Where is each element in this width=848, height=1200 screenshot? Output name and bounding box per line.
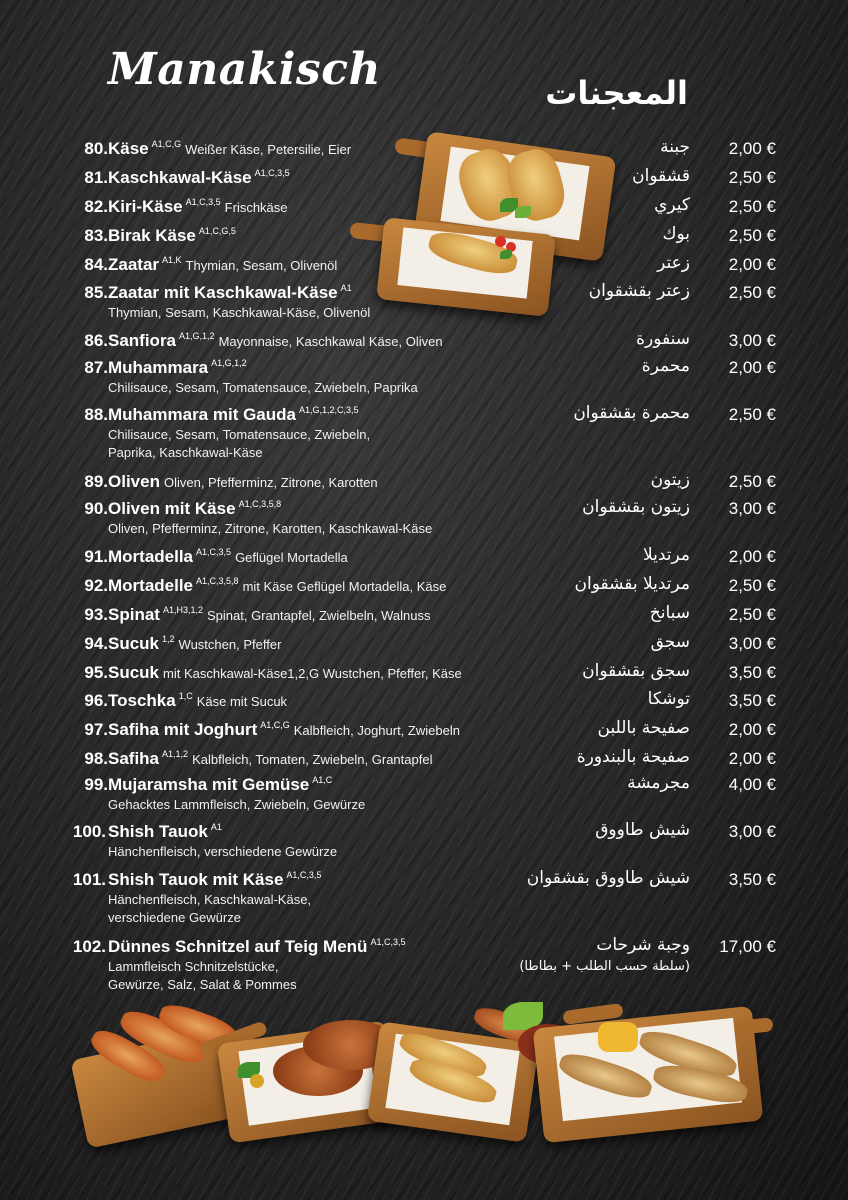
allergen-codes: A1,C,G,5 xyxy=(198,226,236,236)
allergen-codes: A1 xyxy=(210,822,222,832)
item-number: 90. xyxy=(84,499,108,518)
item-description: Gehacktes Lammfleisch, Zwiebeln, Gewürze xyxy=(108,797,366,812)
allergen-codes: A1,H3,1,2 xyxy=(162,605,203,615)
item-description: Paprika, Kaschkawal-Käse xyxy=(108,445,263,460)
item-price: 2,50 € xyxy=(728,576,776,595)
menu-title-arabic: المعجنات xyxy=(545,74,688,112)
item-title-line xyxy=(108,197,288,217)
item-name-arabic: محمرة بقشقوان xyxy=(573,403,690,423)
item-price: 3,00 € xyxy=(728,331,776,350)
item-number: 91. xyxy=(84,547,108,566)
allergen-codes: A1,C,3,5 xyxy=(286,870,322,880)
item-price: 3,00 € xyxy=(728,634,776,653)
item-title-line xyxy=(108,226,236,246)
item-name: Dünnes Schnitzel auf Teig Menü xyxy=(108,937,368,956)
item-number: 81. xyxy=(84,168,108,187)
menu-title-german: Manakisch xyxy=(108,44,381,95)
item-title-line xyxy=(108,720,460,740)
allergen-codes: A1,C xyxy=(312,775,333,785)
item-title-line xyxy=(108,937,405,957)
item-name-arabic: بوك xyxy=(662,224,690,244)
item-description: Lammfleisch Schnitzelstücke, xyxy=(108,959,279,974)
item-name-arabic: مرتديلا بقشقوان xyxy=(574,574,690,594)
item-name-arabic: سجق بقشقوان xyxy=(582,661,690,681)
item-title-line xyxy=(108,605,431,625)
allergen-codes: A1 xyxy=(340,283,352,293)
item-price: 2,50 € xyxy=(728,168,776,187)
item-number: 84. xyxy=(84,255,108,274)
item-name: Oliven mit Käse xyxy=(108,499,236,518)
item-description: Oliven, Pfefferminz, Zitrone, Karotten xyxy=(163,475,378,490)
item-title-line xyxy=(108,255,337,275)
allergen-codes: A1,C,3,5 xyxy=(185,197,221,207)
item-name: Sucuk xyxy=(108,663,160,682)
item-price: 3,50 € xyxy=(728,870,776,889)
item-name-arabic: كيري xyxy=(654,195,690,215)
item-price: 3,50 € xyxy=(728,691,776,710)
item-price: 2,00 € xyxy=(728,749,776,768)
item-description: Wustchen, Pfeffer xyxy=(178,637,282,652)
item-name: Birak Käse xyxy=(108,226,196,245)
item-name: Mortadella xyxy=(108,547,194,566)
item-number: 99. xyxy=(84,775,108,794)
item-description: Geflügel Mortadella xyxy=(235,550,348,565)
item-name: Kaschkawal-Käse xyxy=(108,168,252,187)
item-title-line xyxy=(108,634,281,654)
item-name-arabic: زعتر بقشقوان xyxy=(588,281,690,301)
item-number: 96. xyxy=(84,691,108,710)
item-title-line xyxy=(108,870,321,890)
allergen-codes: A1,1,2 xyxy=(162,749,189,759)
item-number: 98. xyxy=(84,749,108,768)
allergen-codes: A1,G,1,2 xyxy=(211,358,247,368)
item-description: Thymian, Sesam, Olivenöl xyxy=(185,258,338,273)
allergen-codes: A1,C,3,5 xyxy=(196,547,232,557)
item-name: Kiri-Käse xyxy=(108,197,183,216)
item-name-arabic: سجق xyxy=(650,632,690,652)
item-title-line xyxy=(108,576,446,596)
item-price: 2,50 € xyxy=(728,197,776,216)
allergen-codes: A1,C,3,5,8 xyxy=(238,499,282,509)
item-description: Oliven, Pfefferminz, Zitrone, Karotten, Kaschkawal-Käse xyxy=(108,521,433,536)
allergen-codes: A1,G,1,2,C,3,5 xyxy=(299,405,359,415)
item-price: 2,00 € xyxy=(728,547,776,566)
item-number: 95. xyxy=(84,663,108,682)
item-name: Toschka xyxy=(108,691,176,710)
item-title-line xyxy=(108,405,359,425)
item-name: Spinat xyxy=(108,605,160,624)
allergen-codes: A1,C,G xyxy=(151,139,182,149)
item-price: 2,50 € xyxy=(728,472,776,491)
item-name-arabic: وجبة شرحات xyxy=(596,935,690,955)
item-name-arabic: سنفورة xyxy=(636,329,690,349)
item-number: 102. xyxy=(72,937,106,956)
item-number: 82. xyxy=(84,197,108,216)
allergen-codes: 1,2 xyxy=(162,634,175,644)
item-number: 80. xyxy=(84,139,108,158)
item-name-arabic: مجرمشة xyxy=(627,773,690,793)
item-description: Thymian, Sesam, Kaschkawal-Käse, Olivenöl xyxy=(108,305,371,320)
item-name: Mujaramsha mit Gemüse xyxy=(108,775,310,794)
item-number: 92. xyxy=(84,576,108,595)
item-price: 3,50 € xyxy=(728,663,776,682)
item-title-line xyxy=(108,499,281,519)
item-description: Spinat, Grantapfel, Zwielbeln, Walnuss xyxy=(206,608,431,623)
item-number: 83. xyxy=(84,226,108,245)
allergen-codes: A1,C,G xyxy=(260,720,290,730)
item-name-arabic: شيش طاووق بقشقوان xyxy=(526,868,690,888)
food-photo-bottom xyxy=(78,1002,778,1152)
item-title-line xyxy=(108,283,352,303)
item-title-line xyxy=(108,139,351,159)
item-name-arabic: زيتون بقشقوان xyxy=(582,497,690,517)
item-description: mit Käse Geflügel Mortadella, Käse xyxy=(242,579,447,594)
item-description: Weißer Käse, Petersilie, Eier xyxy=(185,142,352,157)
item-name: Mortadelle xyxy=(108,576,194,595)
item-title-line xyxy=(108,168,290,188)
item-price: 2,00 € xyxy=(728,255,776,274)
item-description: Käse mit Sucuk xyxy=(196,694,288,709)
item-name: Oliven xyxy=(108,472,160,491)
allergen-codes: A1,C,3,5 xyxy=(370,937,406,947)
item-description: Chilisauce, Sesam, Tomatensauce, Zwiebeln, Paprika xyxy=(108,380,418,395)
item-description: Hänchenfleisch, verschiedene Gewürze xyxy=(108,844,338,859)
item-title-line xyxy=(108,472,378,492)
item-number: 93. xyxy=(84,605,108,624)
item-name-arabic: صفيحة بالبندورة xyxy=(576,747,690,767)
allergen-codes: A1,C,3,5 xyxy=(254,168,290,178)
item-price: 2,50 € xyxy=(728,605,776,624)
item-note-arabic: (سلطة حسب الطلب + بطاطا) xyxy=(519,959,690,974)
item-name: Zaatar mit Kaschkawal-Käse xyxy=(108,283,338,302)
item-price: 2,00 € xyxy=(728,139,776,158)
item-name-arabic: زيتون xyxy=(650,470,690,490)
item-title-line xyxy=(108,331,443,351)
item-title-line xyxy=(108,663,462,683)
item-price: 2,50 € xyxy=(728,405,776,424)
item-price: 4,00 € xyxy=(728,775,776,794)
item-name: Safiha mit Joghurt xyxy=(108,720,258,739)
item-name-arabic: شيش طاووق xyxy=(595,820,690,840)
item-name: Käse xyxy=(108,139,149,158)
item-price: 3,00 € xyxy=(728,499,776,518)
item-number: 87. xyxy=(84,358,108,377)
item-name-arabic: قشقوان xyxy=(632,166,690,186)
allergen-codes: A1,C,3,5,8 xyxy=(196,576,239,586)
item-number: 85. xyxy=(84,283,108,302)
item-name-arabic: صفيحة باللبن xyxy=(597,718,690,738)
item-name-arabic: زعتر xyxy=(657,253,690,273)
item-name-arabic: جبنة xyxy=(660,137,690,157)
item-price: 2,50 € xyxy=(728,283,776,302)
item-price: 2,50 € xyxy=(728,226,776,245)
item-number: 94. xyxy=(84,634,108,653)
item-title-line xyxy=(108,358,247,378)
item-name: Zaatar xyxy=(108,255,160,274)
item-name-arabic: مرتديلا xyxy=(642,545,690,565)
item-name-arabic: محمرة xyxy=(641,356,690,376)
item-title-line xyxy=(108,547,348,567)
allergen-codes: 1,C xyxy=(178,691,193,701)
item-number: 86. xyxy=(84,331,108,350)
item-name: Shish Tauok xyxy=(108,822,208,841)
item-description: Kalbfleich, Tomaten, Zwiebeln, Grantapfel xyxy=(192,752,433,767)
item-number: 97. xyxy=(84,720,108,739)
item-title-line xyxy=(108,749,432,769)
item-name-arabic: توشكا xyxy=(647,689,690,709)
item-description: Kalbfleich, Joghurt, Zwiebeln xyxy=(293,723,460,738)
item-number: 100. xyxy=(72,822,106,841)
allergen-codes: A1,G,1,2 xyxy=(179,331,215,341)
item-price: 2,00 € xyxy=(728,358,776,377)
item-description: Gewürze, Salz, Salat & Pommes xyxy=(108,977,297,992)
item-name: Safiha xyxy=(108,749,160,768)
item-title-line xyxy=(108,822,222,842)
item-name: Sucuk xyxy=(108,634,160,653)
item-title-line xyxy=(108,691,287,711)
item-number: 89. xyxy=(84,472,108,491)
item-number: 88. xyxy=(84,405,108,424)
item-price: 2,00 € xyxy=(728,720,776,739)
item-number: 101. xyxy=(72,870,106,889)
item-price: 17,00 € xyxy=(719,937,776,956)
item-description: mit Kaschkawal-Käse1,2,G Wustchen, Pfeffer, Käse xyxy=(163,666,462,681)
item-description: Chilisauce, Sesam, Tomatensauce, Zwiebeln, xyxy=(108,427,371,442)
item-name-arabic: سبانخ xyxy=(649,603,690,623)
item-description: Frischkäse xyxy=(224,200,288,215)
item-description: Mayonnaise, Kaschkawal Käse, Oliven xyxy=(218,334,443,349)
item-price: 3,00 € xyxy=(728,822,776,841)
allergen-codes: A1,K xyxy=(162,255,182,265)
item-title-line xyxy=(108,775,332,795)
item-name: Shish Tauok mit Käse xyxy=(108,870,284,889)
item-name: Muhammara xyxy=(108,358,209,377)
item-name: Muhammara mit Gauda xyxy=(108,405,296,424)
item-description: verschiedene Gewürze xyxy=(108,910,241,925)
item-description: Hänchenfleisch, Kaschkawal-Käse, xyxy=(108,892,312,907)
item-name: Sanfiora xyxy=(108,331,177,350)
